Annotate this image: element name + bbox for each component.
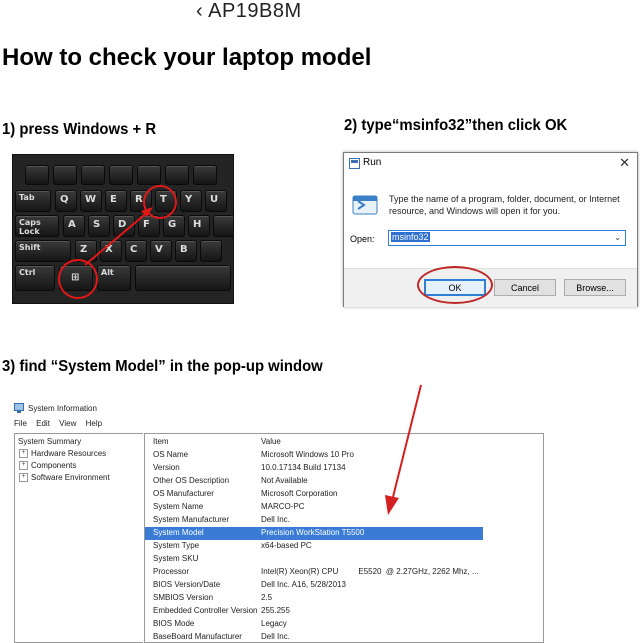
table-row[interactable] xyxy=(145,579,543,592)
key-d: D xyxy=(113,215,135,237)
menu-view[interactable]: View xyxy=(59,419,77,428)
window-title: System Information xyxy=(28,404,97,413)
key-u: U xyxy=(205,190,227,212)
row-value: 10.0.17134 Build 17134 xyxy=(261,463,346,472)
keyboard-image xyxy=(12,154,234,304)
row-item: Other OS Description xyxy=(153,476,230,485)
key-v: V xyxy=(150,240,172,262)
open-input-value: msinfo32 xyxy=(392,232,429,242)
key-q: Q xyxy=(55,190,77,212)
row-item: System SKU xyxy=(153,554,199,563)
row-item: Version xyxy=(153,463,180,472)
ok-highlight-circle xyxy=(417,266,493,304)
browse-button[interactable]: Browse... xyxy=(564,279,626,296)
row-item: Embedded Controller Version xyxy=(153,606,258,615)
row-value: Microsoft Windows 10 Pro xyxy=(261,450,354,459)
run-app-icon xyxy=(349,158,360,169)
key-tab: Tab xyxy=(15,190,51,212)
run-titlebar xyxy=(344,153,637,175)
row-value: Precision WorkStation T5500 xyxy=(261,528,365,537)
key-h: H xyxy=(188,215,210,237)
run-description: Type the name of a program, folder, document, or Internet resource, and Windows will open it for you. xyxy=(389,194,620,216)
product-code-title: ‹ AP19B8M xyxy=(196,0,302,22)
open-label: Open: xyxy=(350,234,375,244)
tree-system-summary[interactable]: System Summary xyxy=(18,437,82,446)
run-title: Run xyxy=(363,157,382,168)
row-value: Microsoft Corporation xyxy=(261,489,338,498)
cancel-button[interactable]: Cancel xyxy=(494,279,556,296)
row-value: 2.5 xyxy=(261,593,273,602)
row-value: Dell Inc. xyxy=(261,632,290,641)
row-value: Not Available xyxy=(261,476,308,485)
row-item: OS Name xyxy=(153,450,189,459)
tree-item-label: Components xyxy=(31,461,77,470)
row-value: Legacy xyxy=(261,619,287,628)
expand-icon[interactable]: + xyxy=(19,449,28,458)
ok-button[interactable]: OK xyxy=(424,279,486,296)
key-c: C xyxy=(125,240,147,262)
key-f: F xyxy=(138,215,160,237)
table-row[interactable] xyxy=(145,566,543,579)
key-r: R xyxy=(130,190,152,212)
table-row[interactable] xyxy=(145,631,543,643)
menu-help[interactable]: Help xyxy=(85,419,103,428)
pointer-arrow xyxy=(8,383,544,543)
key-z: Z xyxy=(75,240,97,262)
row-item: BIOS Mode xyxy=(153,619,195,628)
row-item: Processor xyxy=(153,567,190,576)
step-2-label: 2) type“msinfo32”then click OK xyxy=(344,117,568,134)
column-header-value[interactable]: Value xyxy=(261,437,281,446)
open-input[interactable] xyxy=(388,230,626,246)
key-alt: Alt xyxy=(97,265,131,291)
menu-file[interactable]: File xyxy=(14,419,27,428)
column-header-item[interactable]: Item xyxy=(153,437,169,446)
row-item: SMBIOS Version xyxy=(153,593,214,602)
row-item: OS Manufacturer xyxy=(153,489,214,498)
row-item: BIOS Version/Date xyxy=(153,580,221,589)
tree-item-label: Software Environment xyxy=(31,473,110,482)
key-s: S xyxy=(88,215,110,237)
key-a: A xyxy=(63,215,85,237)
step-1-label: 1) press Windows + R xyxy=(2,121,157,138)
tree-item-label: Hardware Resources xyxy=(31,449,107,458)
table-row[interactable] xyxy=(145,553,543,566)
table-row[interactable] xyxy=(145,605,543,618)
key-y: Y xyxy=(180,190,202,212)
row-value: Intel(R) Xeon(R) CPU E5520 @ 2.27GHz, 2262 Mhz, ... xyxy=(261,567,479,576)
key-e: E xyxy=(105,190,127,212)
table-row[interactable] xyxy=(145,618,543,631)
system-information-window xyxy=(8,398,544,643)
page-title: How to check your laptop model xyxy=(2,44,372,71)
key-caps-lock: Caps Lock xyxy=(15,215,59,237)
run-program-icon xyxy=(352,193,380,217)
key-t: T xyxy=(155,190,177,212)
key-x: X xyxy=(100,240,122,262)
row-item: System Model xyxy=(153,528,204,537)
close-icon[interactable]: ✕ xyxy=(619,155,630,170)
key-shift: Shift xyxy=(15,240,71,262)
row-value: MARCO-PC xyxy=(261,502,305,511)
row-value: Dell Inc. A16, 5/28/2013 xyxy=(261,580,346,589)
menu-edit[interactable]: Edit xyxy=(36,419,50,428)
row-value: x64-based PC xyxy=(261,541,312,550)
expand-icon[interactable]: + xyxy=(19,473,28,482)
keyboard-arrow xyxy=(13,155,233,303)
chevron-down-icon[interactable]: ⌄ xyxy=(614,233,621,242)
key-w: W xyxy=(80,190,102,212)
row-item: System Manufacturer xyxy=(153,515,230,524)
table-row[interactable] xyxy=(145,592,543,605)
key-b: B xyxy=(175,240,197,262)
row-value: Dell Inc. xyxy=(261,515,290,524)
key-windows: ⊞ xyxy=(59,265,93,291)
key-ctrl: Ctrl xyxy=(15,265,55,291)
row-item: System Type xyxy=(153,541,200,550)
key-g: G xyxy=(163,215,185,237)
expand-icon[interactable]: + xyxy=(19,461,28,470)
row-item: BaseBoard Manufacturer xyxy=(153,632,242,641)
row-value: 255.255 xyxy=(261,606,290,615)
run-dialog xyxy=(343,152,638,307)
step-3-label: 3) find “System Model” in the pop-up window xyxy=(2,358,323,375)
row-item: System Name xyxy=(153,502,204,511)
